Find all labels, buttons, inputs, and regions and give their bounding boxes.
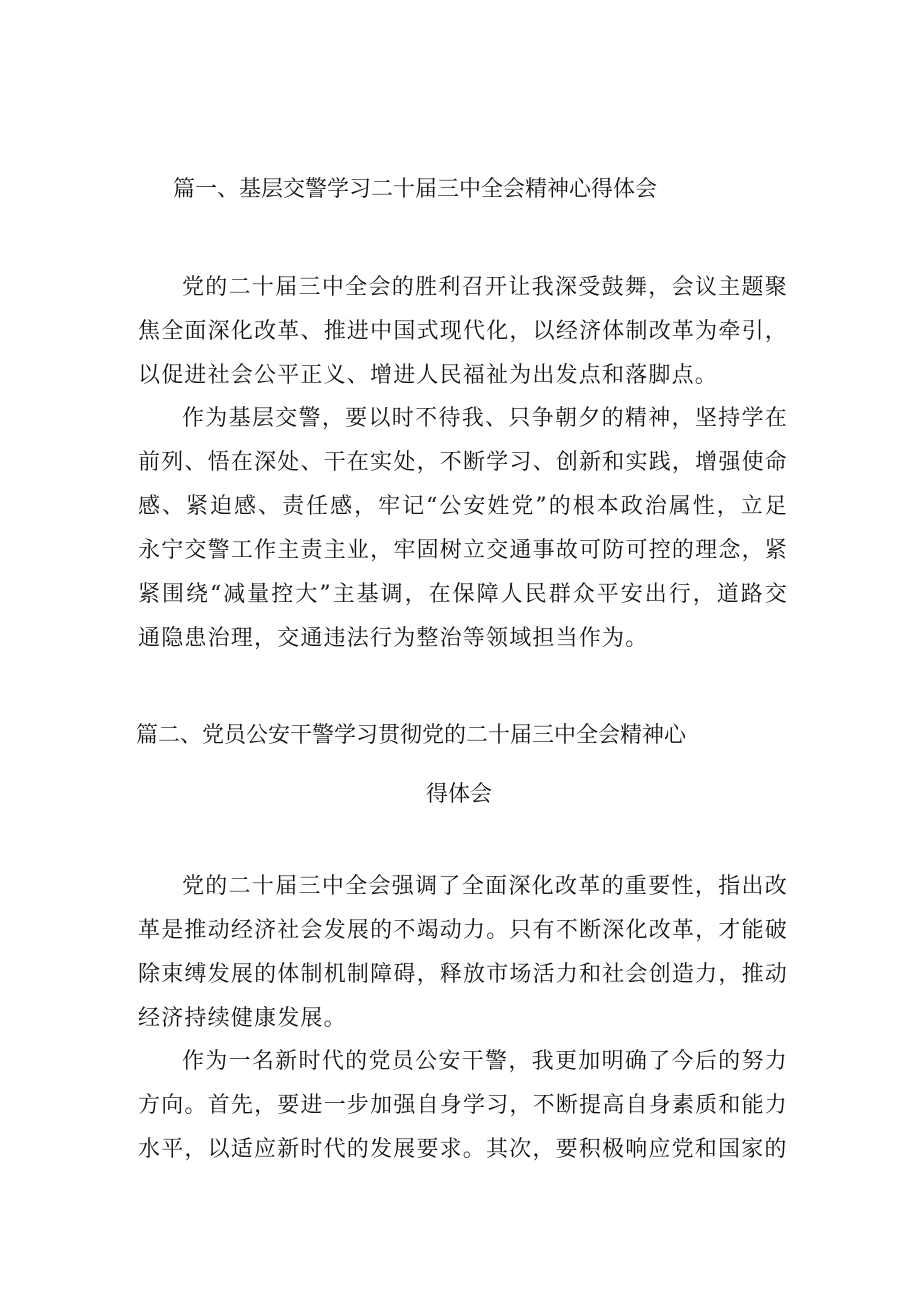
section-2-paragraph-1: 党的二十届三中全会强调了全面深化改革的重要性，指出改革是推动经济社会发展的不竭动力。只有不断深化改革，才能破除束缚发展的体制机制障碍，释放市场活力和社会创造力，推动经济持续健康发展。 <box>138 874 788 1031</box>
section-2-title-line-2: 得体会 <box>426 782 493 807</box>
section-1-paragraph-1: 党的二十届三中全会的胜利召开让我深受鼓舞，会议主题聚焦全面深化改革、推进中国式现代化，以经济体制改革为牵引，以促进社会公平正义、增进人民福祉为出发点和落脚点。 <box>138 275 788 388</box>
section-1-title: 篇一、基层交警学习二十届三中全会精神心得体会 <box>173 177 658 202</box>
section-1-paragraph-2: 作为基层交警，要以时不待我、只争朝夕的精神，坚持学在前列、悟在深处、干在实处，不断学习、创新和实践，增强使命感、紧迫感、责任感，牢记“公安姓党”的根本政治属性，立足永宁交警工作主责主业，牢固树立交通事故可防可控的理念，紧紧围绕“减量控大”主基调，在保障人民群众平安出行，道路交通隐患治理，交通违法行为整治等领域担当作为。 <box>138 406 788 651</box>
section-2-paragraph-2: 作为一名新时代的党员公安干警，我更加明确了今后的努力方向。首先，要进一步加强自身学习，不断提高自身素质和能力水平，以适应新时代的发展要求。其次，要积极响应党和国家的 <box>138 1049 788 1162</box>
section-2-title-line-1: 篇二、党员公安干警学习贯彻党的二十届三中全会精神心 <box>136 723 687 748</box>
